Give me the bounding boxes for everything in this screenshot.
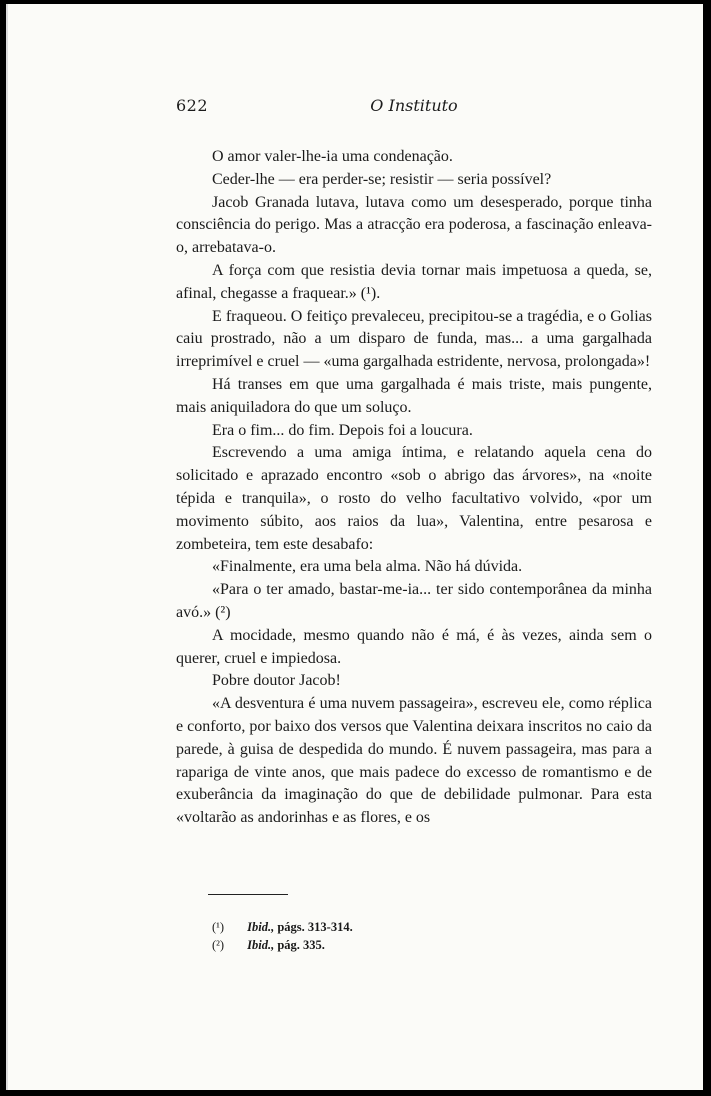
page-number: 622 [176, 96, 209, 115]
body-text [176, 146, 652, 830]
paragraph: O amor valer-lhe-ia uma condenação. [212, 148, 453, 165]
running-head: O Instituto [370, 96, 458, 115]
footnote-marker: (²) [212, 938, 225, 952]
footnote [212, 936, 512, 954]
paragraph: Há transes em que uma gargalhada é mais triste, mais pungente, mais aniquiladora do que um soluço. [176, 375, 652, 416]
paragraph: Ceder-lhe — era perder-se; resistir — seria possível? [212, 170, 552, 188]
paragraph: «Para o ter amado, bastar-me-ia... ter sido contemporânea da minha avó.» (²) [176, 581, 652, 621]
paragraph: A mocidade, mesmo quando não é má, é às vezes, ainda sem o querer, cruel e impiedosa. [176, 626, 652, 667]
footnote-divider [208, 894, 288, 895]
footnote-pages: págs. 313-314. [277, 920, 353, 934]
paragraph: E fraqueou. O feitiço prevaleceu, precipitou-se a tragédia, e o Golias caiu prostrado, não a um disparo de funda, mas... a uma gargalhada irreprimível e cruel — «uma gargalhada estridente, nervosa, prolongada»! [176, 307, 652, 371]
page-header [176, 96, 652, 120]
paragraph: «Finalmente, era uma bela alma. Não há dúvida. [212, 558, 523, 576]
footnotes [212, 918, 512, 954]
footnote-marker: (¹) [212, 920, 225, 934]
book-page [6, 4, 703, 1090]
paragraph: Era o fim... do fim. Depois foi a loucura. [212, 421, 473, 439]
paragraph: Jacob Granada lutava, lutava como um desesperado, porque tinha consciência do perigo. Mas a atracção era poderosa, a fascinação enleava-o, arrebatava-o. [176, 193, 652, 257]
paragraph: A força com que resistia devia tornar mais impetuosa a queda, se, afinal, chegasse a fraquear.» (¹). [176, 261, 652, 302]
paragraph: Escrevendo a uma amiga íntima, e relatando aquela cena do solicitado e aprazado encontro «sob o abrigo das árvores», na «noite tépida e tranquila», o rosto do velho facultativo volvido, «por um movimento súbito, aos raios da lua», Valentina, entre pesarosa e zombeteira, tem este desabafo: [176, 444, 652, 553]
footnote-source: Ibid., [247, 920, 275, 934]
footnote-pages: pág. 335. [277, 938, 325, 952]
paragraph: «A desventura é uma nuvem passageira», escreveu ele, como réplica e conforto, por baixo dos versos que Valentina deixara inscritos no caio da parede, à guisa de despedida do mundo. É nuvem passageira, mas para a rapariga de vinte anos, que mais padece do excesso de romantismo e de exuberância da imaginação do que de debilidade pulmonar. Para esta «voltarão as andorinhas e as flores, e os [176, 695, 652, 827]
footnote [212, 918, 512, 936]
paragraph: Pobre doutor Jacob! [212, 672, 341, 690]
footnote-source: Ibid., [247, 938, 275, 952]
